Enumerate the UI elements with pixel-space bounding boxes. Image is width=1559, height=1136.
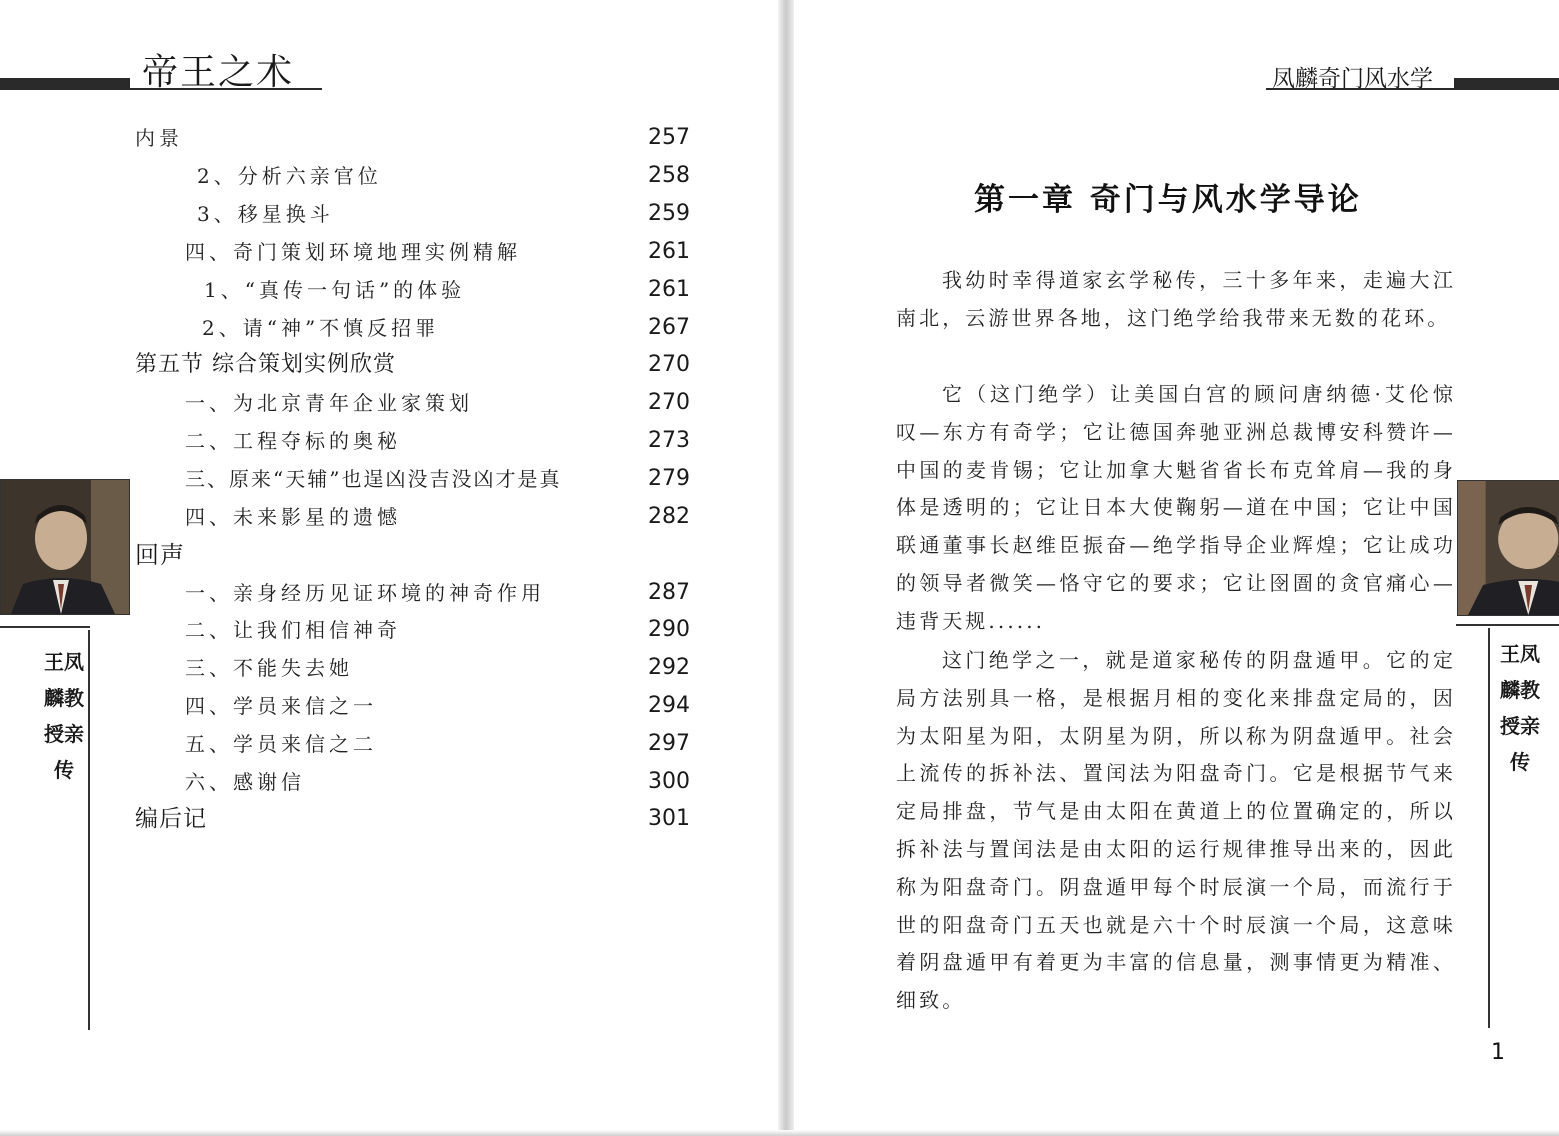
portrait-illustration — [1, 480, 129, 614]
toc-row[interactable] — [0, 121, 700, 155]
toc-label: 1、“真传一句话”的体验 — [204, 278, 466, 302]
toc-page-number: 297 — [648, 731, 690, 756]
toc-row[interactable] — [0, 613, 700, 647]
toc-row[interactable] — [0, 235, 700, 269]
photo-underline — [1456, 624, 1559, 626]
toc-page-number: 301 — [648, 806, 690, 831]
toc-page-number: 259 — [648, 201, 690, 226]
side-vertical-rule — [88, 630, 90, 1030]
right-header-title: 凤麟奇门风水学 — [1272, 66, 1433, 92]
toc-row-section[interactable] — [0, 802, 700, 836]
toc-label: 四、奇门策划环境地理实例精解 — [185, 240, 521, 264]
toc-label: 3、移星换斗 — [197, 202, 334, 226]
vertical-author-label: 王凤麟教授亲传 — [44, 650, 84, 782]
toc-page-number: 300 — [648, 769, 690, 794]
right-header-bar — [1454, 78, 1559, 89]
body-paragraph: 这门绝学之一，就是道家秘传的阴盘遁甲。它的定局方法别具一格，是根据月相的变化来排盘定局的，因为太阳星为阳，太阴星为阴，所以称为阴盘遁甲。社会上流传的拆补法、置闰法为阳盘奇门。它是根据节气来定局排盘，节气是由太阳在黄道上的位置确定的，所以拆补法与置闰法是由太阳的运行规律推导出来的，因此称为阳盘奇门。阴盘遁甲每个时辰演一个局，而流行于世的阳盘奇门五天也就是六十个时辰演一个局，这意味着阴盘遁甲有着更为丰富的信息量，测事情更为精准、细致。 — [896, 648, 1456, 1013]
toc-row[interactable] — [0, 424, 700, 458]
toc-label: 编后记 — [135, 806, 207, 832]
page-number: 1 — [1491, 1040, 1505, 1065]
toc-row[interactable] — [0, 651, 700, 685]
toc-label: 第五节 综合策划实例欣赏 — [135, 352, 396, 377]
book-gutter — [778, 0, 794, 1136]
toc-page-number: 287 — [648, 580, 690, 605]
toc-label: 三、原来“天辅”也逞凶没吉没凶才是真 — [185, 467, 562, 491]
portrait-illustration — [1458, 481, 1559, 615]
toc-page-number: 292 — [648, 655, 690, 680]
chapter-title: 第一章 奇门与风水学导论 — [974, 182, 1362, 218]
photo-underline — [0, 626, 90, 628]
toc-label: 2、请“神”不慎反招罪 — [202, 316, 440, 340]
side-vertical-rule — [1488, 628, 1490, 1028]
toc-row[interactable] — [0, 689, 700, 723]
toc-label: 回声 — [135, 541, 185, 569]
toc-row[interactable] — [0, 311, 700, 345]
toc-page-number: 282 — [648, 504, 690, 529]
vertical-author-label: 王凤麟教授亲传 — [1500, 642, 1540, 774]
toc-label: 2、分析六亲官位 — [197, 164, 382, 188]
toc-label: 内景 — [135, 126, 183, 150]
toc-row[interactable] — [0, 197, 700, 231]
toc-page-number: 258 — [648, 163, 690, 188]
toc-page-number: 270 — [648, 390, 690, 415]
toc-page-number: 279 — [648, 466, 690, 491]
toc-row[interactable] — [0, 159, 700, 193]
left-page — [0, 0, 778, 1136]
toc-row[interactable] — [0, 727, 700, 761]
toc-label: 四、未来影星的遗憾 — [185, 505, 401, 529]
toc-page-number: 261 — [648, 239, 690, 264]
toc-page-number: 267 — [648, 315, 690, 340]
right-page — [794, 0, 1559, 1136]
toc-label: 六、感谢信 — [185, 770, 305, 794]
toc-page-number: 290 — [648, 617, 690, 642]
toc-page-number: 273 — [648, 428, 690, 453]
body-paragraph: 它（这门绝学）让美国白宫的顾问唐纳德·艾伦惊叹—东方有奇学；它让德国奔驰亚洲总裁博安科赞许—中国的麦肯锡；它让加拿大魁省省长布克耸肩—我的身体是透明的；它让日本大使鞠躬—道在中国；它让中国联通董事长赵维臣振奋—绝学指导企业辉煌；它让成功的领导者微笑—恪守它的要求；它让囹圄的贪官痛心—违背天规...... — [896, 382, 1456, 633]
toc-page-number: 261 — [648, 277, 690, 302]
left-header-title: 帝王之术 — [142, 52, 295, 93]
toc-page-number: 294 — [648, 693, 690, 718]
toc-page-number: 257 — [648, 125, 690, 150]
toc-label: 二、让我们相信神奇 — [185, 618, 401, 642]
author-photo — [1457, 480, 1559, 616]
toc-row[interactable] — [0, 765, 700, 799]
toc-row[interactable] — [0, 273, 700, 307]
toc-label: 一、为北京青年企业家策划 — [185, 391, 473, 415]
toc-page-number: 270 — [648, 352, 690, 377]
author-photo — [0, 479, 130, 615]
toc-row-section[interactable] — [0, 348, 700, 382]
toc-label: 三、不能失去她 — [185, 656, 353, 680]
page-bottom-edge — [0, 1130, 1559, 1136]
toc-row[interactable] — [0, 386, 700, 420]
toc-label: 一、亲身经历见证环境的神奇作用 — [185, 581, 545, 605]
body-paragraph: 我幼时幸得道家玄学秘传，三十多年来，走遍大江南北，云游世界各地，这门绝学给我带来无数的花环。 — [896, 268, 1456, 330]
toc-label: 二、工程夺标的奥秘 — [185, 429, 401, 453]
toc-label: 五、学员来信之二 — [185, 732, 377, 756]
toc-label: 四、学员来信之一 — [185, 694, 377, 718]
